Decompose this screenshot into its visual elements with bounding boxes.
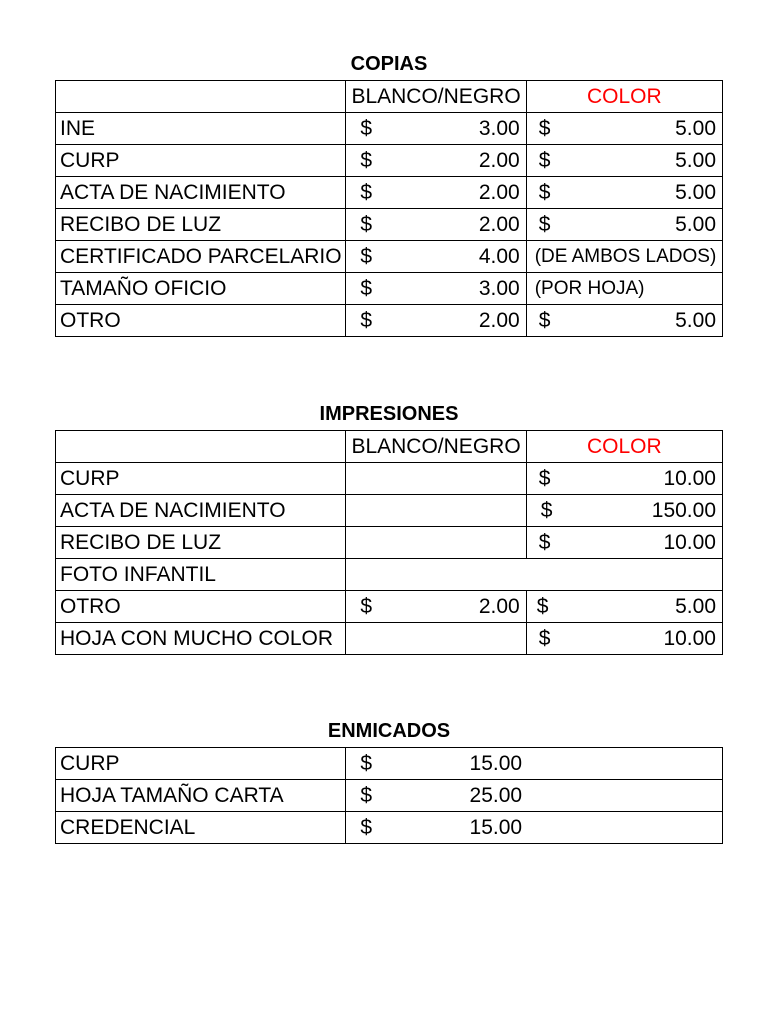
bn-price [346,209,526,241]
table-row [56,209,723,241]
price-value: 2.00 [478,212,520,236]
color-note: (POR HOJA) [526,273,722,305]
currency-symbol: $ [360,244,373,268]
currency-symbol: $ [360,783,373,807]
enmicados-title: ENMICADOS [327,720,451,742]
currency-symbol: $ [536,594,549,618]
bn-price [346,495,526,527]
item-label: CURP [56,463,346,495]
currency-symbol: $ [538,466,551,490]
price-cell [346,812,723,844]
currency-symbol: $ [360,815,373,839]
bn-price [346,463,526,495]
table-row [56,113,723,145]
table-row [56,591,723,623]
currency-symbol: $ [360,116,373,140]
price-value: 25.00 [469,783,523,807]
item-label: RECIBO DE LUZ [56,527,346,559]
table-row [56,495,723,527]
currency-symbol: $ [538,148,551,172]
price-value: 15.00 [469,751,523,775]
item-label: OTRO [56,305,346,337]
bn-header: BLANCO/NEGRO [346,431,526,463]
table-row [56,527,723,559]
empty-cell [56,431,346,463]
price-value: 3.00 [478,116,520,140]
currency-symbol: $ [538,530,551,554]
bn-header: BLANCO/NEGRO [346,81,526,113]
bn-price [346,113,526,145]
item-label: TAMAÑO OFICIO [56,273,346,305]
item-label: RECIBO DE LUZ [56,209,346,241]
impresiones-title: IMPRESIONES [319,403,459,425]
currency-symbol: $ [538,212,551,236]
bn-price [346,273,526,305]
table-header-row [56,431,723,463]
item-label: HOJA TAMAÑO CARTA [56,780,346,812]
price-value: 2.00 [478,308,520,332]
price-value: 2.00 [478,148,520,172]
currency-symbol: $ [360,751,373,775]
copias-title: COPIAS [350,53,428,75]
item-label: HOJA CON MUCHO COLOR [56,623,346,655]
color-price [526,463,722,495]
currency-symbol: $ [538,180,551,204]
table-row [56,623,723,655]
price-value: 5.00 [675,116,716,140]
bn-price [346,177,526,209]
item-label: ACTA DE NACIMIENTO [56,177,346,209]
price-value: 15.00 [469,815,523,839]
item-label: CREDENCIAL [56,812,346,844]
price-value: 2.00 [478,594,520,618]
bn-price [346,241,526,273]
table-row [56,305,723,337]
color-price [526,495,722,527]
bn-price [346,591,526,623]
color-price [526,145,722,177]
copias-section [55,48,723,337]
empty-cell [346,559,723,591]
color-price [526,209,722,241]
item-label: OTRO [56,591,346,623]
color-price [526,305,722,337]
enmicados-table [55,747,723,844]
price-value: 3.00 [478,276,520,300]
currency-symbol: $ [538,626,551,650]
bn-price [346,145,526,177]
table-row [56,812,723,844]
item-label: INE [56,113,346,145]
price-value: 5.00 [675,148,716,172]
price-value: 2.00 [478,180,520,204]
currency-symbol: $ [540,498,553,522]
empty-cell [56,81,346,113]
price-value: 5.00 [675,308,716,332]
table-row [56,177,723,209]
color-price [526,113,722,145]
currency-symbol: $ [538,308,551,332]
currency-symbol: $ [360,180,373,204]
item-label: FOTO INFANTIL [56,559,346,591]
price-cell [346,748,723,780]
color-price [526,623,722,655]
color-note: (DE AMBOS LADOS) [526,241,722,273]
impresiones-section [55,398,723,655]
currency-symbol: $ [360,148,373,172]
bn-price [346,305,526,337]
price-value: 10.00 [663,626,716,650]
item-label: ACTA DE NACIMIENTO [56,495,346,527]
price-value: 10.00 [663,530,716,554]
color-price [526,177,722,209]
table-row [56,748,723,780]
enmicados-section [55,715,723,844]
price-value: 10.00 [663,466,716,490]
price-value: 5.00 [675,212,716,236]
item-label: CURP [56,748,346,780]
price-cell [346,780,723,812]
copias-table [55,80,723,337]
bn-price [346,623,526,655]
price-value: 5.00 [675,594,716,618]
color-header: COLOR [526,431,722,463]
color-price [526,591,722,623]
table-row [56,145,723,177]
color-header: COLOR [526,81,722,113]
currency-symbol: $ [360,594,373,618]
item-label: CURP [56,145,346,177]
table-row [56,559,723,591]
table-row [56,241,723,273]
color-price [526,527,722,559]
impresiones-table [55,430,723,655]
currency-symbol: $ [360,212,373,236]
table-row [56,780,723,812]
price-value: 4.00 [478,244,520,268]
currency-symbol: $ [360,308,373,332]
bn-price [346,527,526,559]
price-value: 150.00 [651,498,716,522]
table-row [56,273,723,305]
item-label: CERTIFICADO PARCELARIO [56,241,346,273]
currency-symbol: $ [360,276,373,300]
price-value: 5.00 [675,180,716,204]
currency-symbol: $ [538,116,551,140]
table-row [56,463,723,495]
table-header-row [56,81,723,113]
